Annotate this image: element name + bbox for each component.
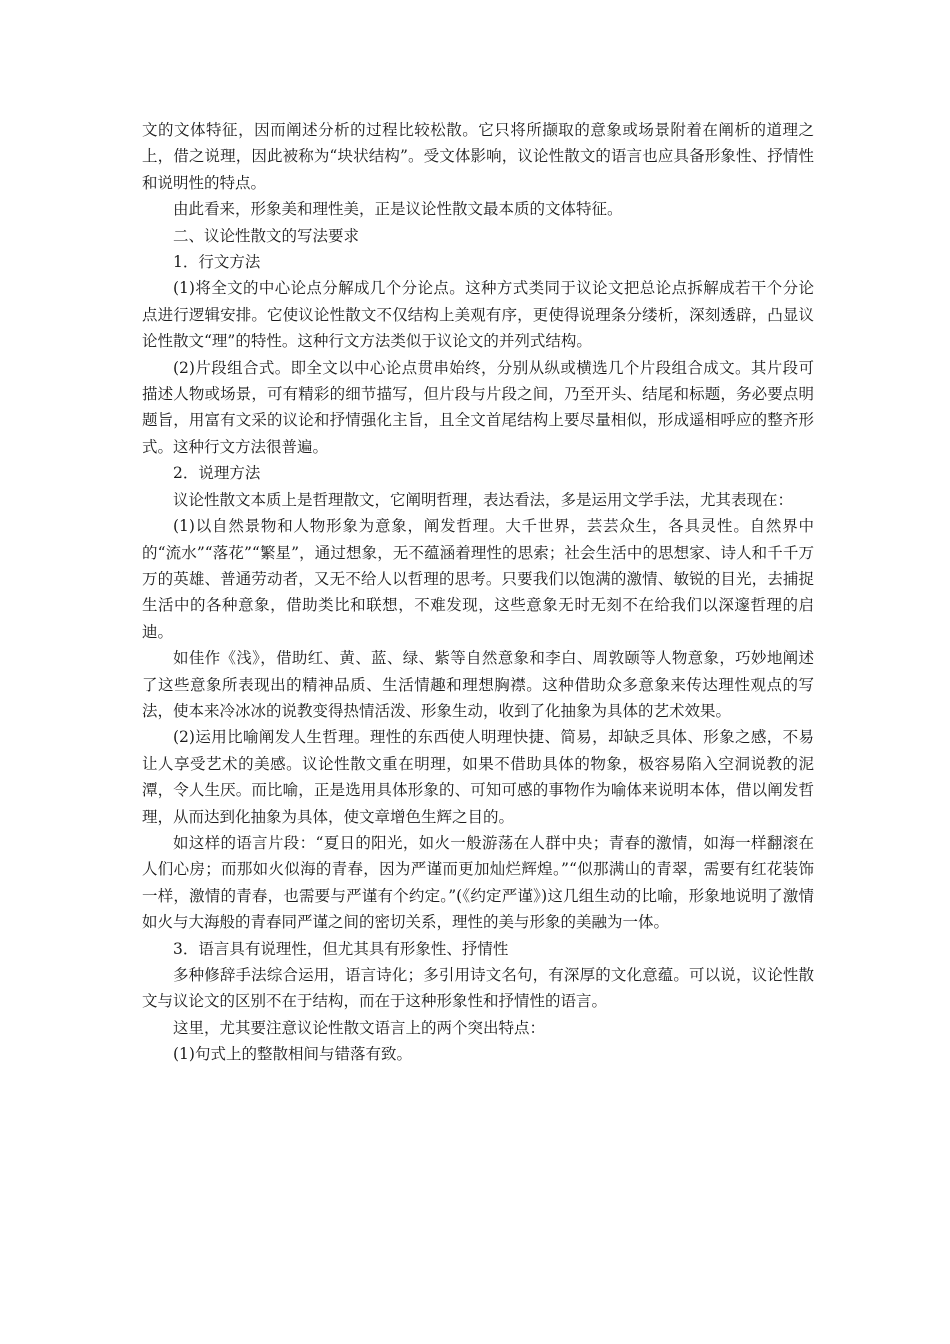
document-body [142, 117, 814, 1068]
paragraph: 如这样的语言片段：“夏日的阳光，如火一般游荡在人群中央；青春的激情，如海一样翻滚在人们心房；而那如火似海的青春，因为严谨而更加灿烂辉煌。”“似那满山的青翠，需要有红花装饰一样，激情的青春，也需要与严谨有个约定。”(《约定严谨》)这几组生动的比喻，形象地说明了激情如火与大海般的青春同严谨之间的密切关系，理性的美与形象的美融为一体。 [142, 833, 814, 932]
section-heading: 二、议论性散文的写法要求 [173, 226, 360, 245]
paragraph: (1)以自然景物和人物形象为意象，阐发哲理。大千世界，芸芸众生，各具灵性。自然界中的“流水”“落花”“繁星”，通过想象，无不蕴涵着理性的思索；社会生活中的思想家、诗人和千千万万的英雄、普通劳动者，又无不给人以哲理的思考。只要我们以饱满的激情、敏锐的目光，去捕捉生活中的各种意象，借助类比和联想，不难发现，这些意象无时无刻不在给我们以深邃哲理的启迪。 [142, 517, 814, 641]
paragraph: 议论性散文本质上是哲理散文，它阐明哲理，表达看法，多是运用文学手法，尤其表现在： [173, 490, 794, 509]
paragraph-continuation: 文的文体特征，因而阐述分析的过程比较松散。它只将所撷取的意象或场景附着在阐析的道理之上，借之说理，因此被称为“块状结构”。受文体影响，议论性散文的语言也应具备形象性、抒情性和说明性的特点。 [142, 121, 814, 192]
paragraph: (2)片段组合式。即全文以中心论点贯串始终，分别从纵或横选几个片段组合成文。其片段可描述人物或场景，可有精彩的细节描写，但片段与片段之间，乃至开头、结尾和标题，务必要点明题旨，用富有文采的议论和抒情强化主旨，且全文首尾结构上要尽量相似，形成遥相呼应的整齐形式。这种行文方法很普遍。 [142, 358, 814, 456]
paragraph: (1)句式上的整散相间与错落有致。 [173, 1045, 412, 1064]
paragraph: 这里，尤其要注意议论性散文语言上的两个突出特点： [173, 1018, 546, 1037]
subsection-heading: 2．说理方法 [173, 464, 261, 483]
paragraph: (2)运用比喻阐发人生哲理。理性的东西使人明理快捷、简易，却缺乏具体、形象之感，不易让人享受艺术的美感。议论性散文重在明理，如果不借助具体的物象，极容易陷入空洞说教的泥潭，令人生厌。而比喻，正是选用具体形象的、可知可感的事物作为喻体来说明本体，借以阐发哲理，从而达到化抽象为具体，使文章增色生辉之目的。 [142, 728, 814, 826]
subsection-heading: 1．行文方法 [173, 253, 261, 272]
paragraph: (1)将全文的中心论点分解成几个分论点。这种方式类同于议论文把总论点拆解成若干个分论点进行逻辑安排。它使议论性散文不仅结构上美观有序，更使得说理条分缕析，深刻透辟，凸显议论性散文“理”的特性。这种行文方法类似于议论文的并列式结构。 [142, 279, 814, 351]
paragraph: 多种修辞手法综合运用，语言诗化；多引用诗文名句，有深厚的文化意蕴。可以说，议论性散文与议论文的区别不在于结构，而在于这种形象性和抒情性的语言。 [142, 966, 814, 1011]
subsection-heading: 3．语言具有说理性，但尤其具有形象性、抒情性 [173, 939, 509, 958]
paragraph: 如佳作《浅》，借助红、黄、蓝、绿、紫等自然意象和李白、周敦颐等人物意象，巧妙地阐述了这些意象所表现出的精神品质、生活情趣和理想胸襟。这种借助众多意象来传达理性观点的写法，使本来冷冰冰的说教变得热情活泼、形象生动，收到了化抽象为具体的艺术效果。 [142, 649, 814, 720]
paragraph: 由此看来，形象美和理性美，正是议论性散文最本质的文体特征。 [173, 200, 623, 219]
